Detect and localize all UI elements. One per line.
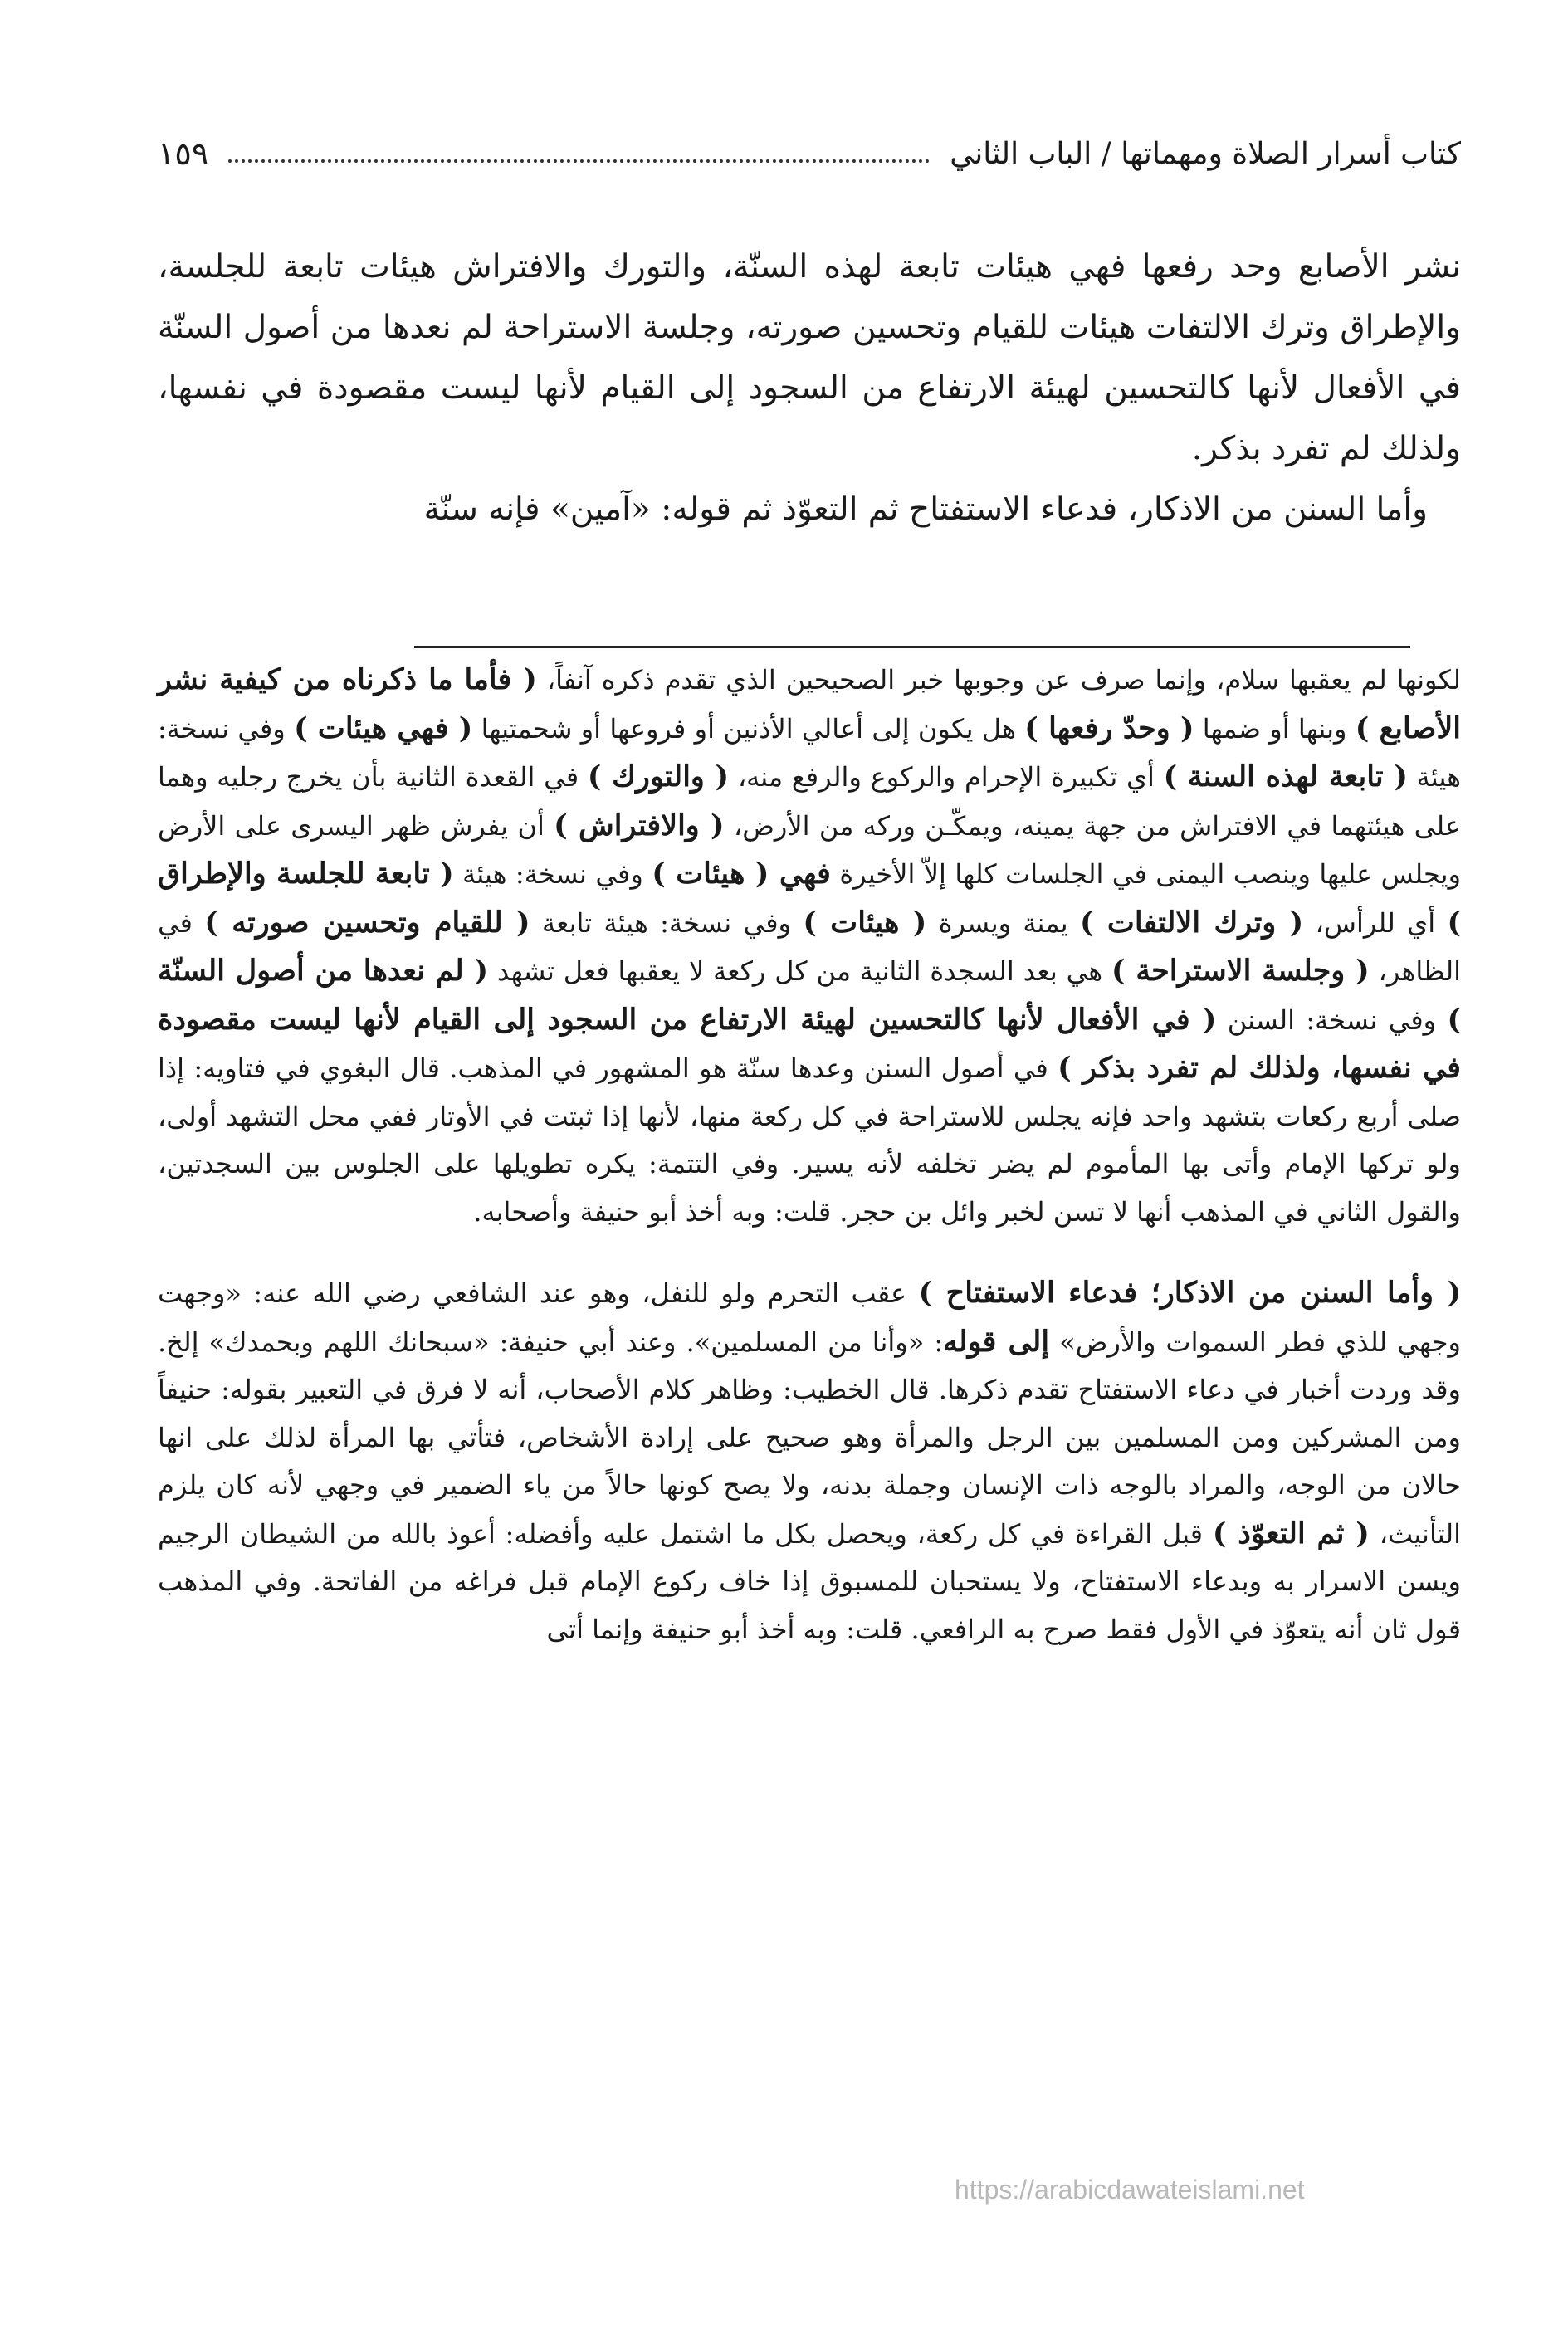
quoted-matn: ( للقيام وتحسين صورته ) [204,905,530,940]
quoted-matn: ( وحدّ رفعها ) [1024,711,1194,745]
main-paragraph: نشر الأصابع وحد رفعها فهي هيئات تابعة لهذه السنّة، والتورك والافتراش هيئات تابعة للجلسة، والإطراق وترك الالتفات هيئات للقيام وتحسين صورته، وجلسة الاستراحة لم نعدها من أصول السنّة في الأفعال لأنها كالتحسين لهيئة الارتفاع من السجود إلى القيام لأنها ليست مقصودة في نفسها، ولذلك لم تفرد بذكر. [158,248,1462,467]
commentary-paragraph [158,1269,1461,1653]
quoted-matn: ( وترك الالتفات ) [1079,905,1304,940]
quoted-matn: ( لم نعدها من أصول السنّة ) [158,954,1462,1037]
dotted-leader [228,144,930,163]
commentary-text: هل يكون إلى أعالي الأذنين أو فروعها أو شحمتيها [472,712,1025,745]
commentary-text: يمنة ويسرة [926,906,1080,939]
commentary-text: وفي نسخة: هيئة تابعة [530,906,804,939]
main-text [158,237,1461,540]
commentary-text: وبنها أو ضمها [1194,712,1356,745]
quoted-matn: ( فهي هيئات ) [294,711,473,745]
commentary [158,656,1461,1653]
quoted-matn: ( وجلسة الاستراحة ) [1111,954,1370,988]
commentary-text: عقب التحرم ولو للنفل، وهو عند الشافعي رضي الله عنه: «وجهت وجهي للذي فطر السموات والأرض» [158,1277,1461,1358]
commentary-text: قبل القراءة في كل ركعة، ويحصل بكل ما اشتمل عليه وأفضله: أعوذ بالله من الشيطان الرجيم ويسن الاسرار به وبدعاء الاستفتاح، ولا يستحبان للمسبوق إذا خاف ركوع الإمام قبل فراغه من الفاتحة. وفي المذهب قول ثان أنه يتعوّذ في الأول فقط صرح به الرافعي. قلت: وبه أخذ أبو حنيفة وإنما أتى [158,1517,1462,1645]
commentary-text: وفي نسخة: هيئة [158,712,1461,793]
commentary-text: أن يفرش ظهر اليسرى على الأرض ويجلس عليها وينصب اليمنى في الجلسات كلها إلاّ الأخيرة [158,809,1462,890]
quoted-matn: ( والافتراش ) [554,808,725,842]
quoted-matn: إلى قوله [943,1324,1050,1359]
quoted-matn: فهي ( هيئات ) [652,857,831,891]
watermark-url: https://arabicdawateislami.net [955,2175,1305,2205]
footnote-divider [414,646,1410,648]
commentary-text: في أصول السنن وعدها سنّة هو المشهور في المذهب. قال البغوي في فتاويه: إذا صلى أربع ركعات بتشهد واحد فإنه يجلس للاستراحة في كل ركعة منها، لأنها إذا ثبتت في الأوتار ففي محل التشهد أولى، ولو تركها الإمام وأتى بها المأموم لم يضر تخلفه لأنه يسير. وفي التتمة: يكره تطويلها على الجلوس بين السجدتين، والقول الثاني في المذهب أنها لا تسن لخبر وائل بن حجر. قلت: وبه أخذ أبو حنيفة وأصحابه. [158,1052,1462,1228]
quoted-matn: ( ثم التعوّذ ) [1212,1516,1370,1550]
running-header [158,125,1461,183]
quoted-matn: ( هيئات ) [803,905,927,940]
book-title: كتاب أسرار الصلاة ومهماتها / الباب الثاني [950,136,1461,171]
commentary-text: في القعدة الثانية بأن يخرج رجليه وهما على هيئتهما في الافتراش من جهة يمينه، ويمكّـن وركه من الأرض، [158,761,1462,842]
commentary-text: أي تكبيرة الإحرام والركوع والرفع منه، [729,761,1164,793]
commentary-text: وفي نسخة: السنن [1216,1004,1448,1036]
quoted-matn: ( تابعة لهذه السنة ) [1163,759,1408,794]
quoted-matn: ( فأما ما ذكرناه من كيفية نشر الأصابع ) [158,662,1462,745]
quoted-matn: ( وأما السنن من الاذكار؛ فدعاء الاستفتاح ) [918,1276,1462,1310]
commentary-text: : «وأنا من المسلمين». وعند أبي حنيفة: «سبحانك اللهم وبحمدك» إلخ. وقد وردت أخبار في دعاء الاستفتاح تقدم ذكرها. قال الخطيب: وظاهر كلام الأصحاب، أنه لا فرق في التعبير بقوله: حنيفاً ومن المشركين ومن المسلمين بين الرجل والمرأة وهو صحيح على إرادة الأشخاص، فتأتي بها المرأة لذلك على انها حالان من الوجه، والمراد بالوجه ذات الإنسان وجملة بدنه، ولا يصح كونها حالاً من ياء الضمير في وجهي لأنه كان يلزم التأنيث، [158,1326,1462,1550]
quoted-matn: ( والتورك ) [587,759,730,794]
page-number: ١٥٩ [158,135,209,172]
commentary-text: وفي نسخة: هيئة [453,858,652,890]
commentary-text: هي بعد السجدة الثانية من كل ركعة لا يعقبها فعل تشهد [488,955,1111,987]
quoted-matn: ( في الأفعال لأنها كالتحسين لهيئة الارتفاع من السجود إلى القيام لأنها ليست مقصودة في نفسها، ولذلك لم تفرد بذكر ) [158,1002,1461,1085]
commentary-text: أي للرأس، [1303,906,1448,939]
commentary-text: في الظاهر، [158,906,1462,987]
commentary-paragraph [158,656,1461,1236]
main-paragraph: وأما السنن من الاذكار، فدعاء الاستفتاح ثم التعوّذ ثم قوله: «آمين» فإنه سنّة [423,491,1428,528]
commentary-text: لكونها لم يعقبها سلام، وإنما صرف عن وجوبها خبر الصحيحين الذي تقدم ذكره آنفاً، [536,664,1461,696]
quoted-matn: ( تابعة للجلسة والإطراق ) [158,857,1462,940]
